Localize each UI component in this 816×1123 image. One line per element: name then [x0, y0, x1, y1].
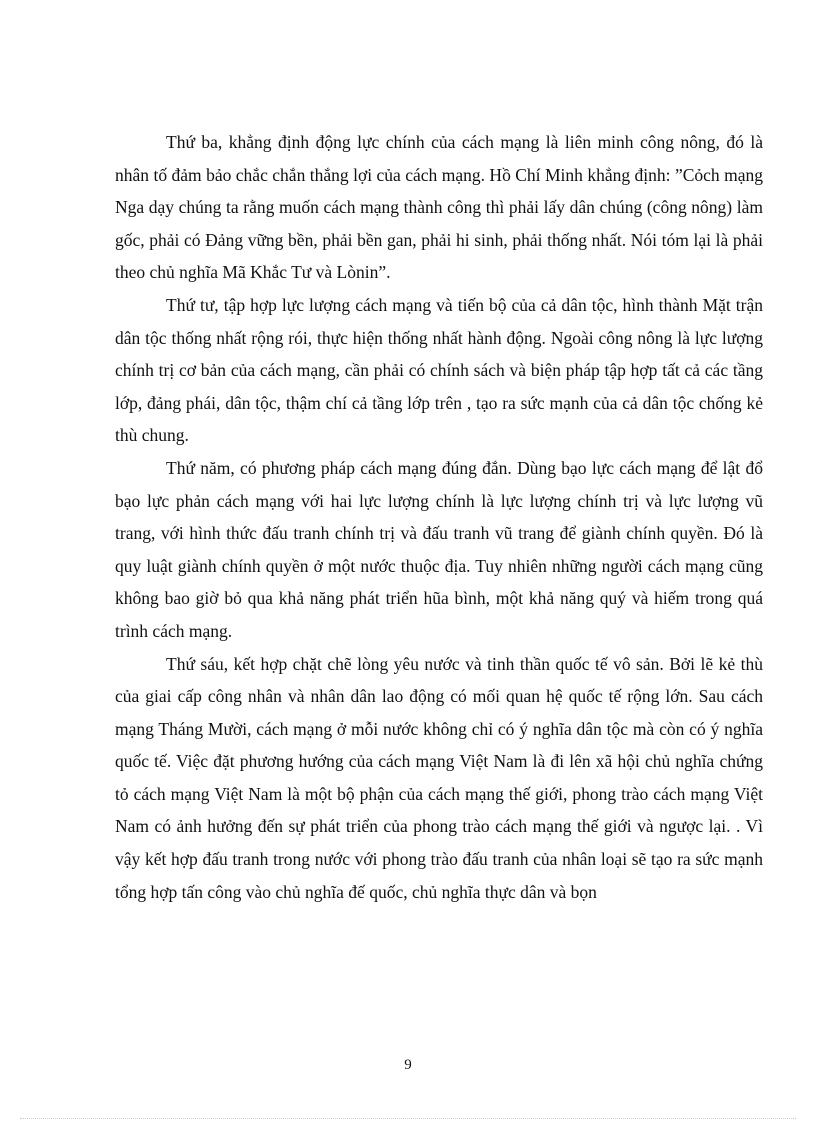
paragraph-thu-nam: Thứ năm, có phương pháp cách mạng đúng đắn. Dùng bạo lực cách mạng để lật đổ bạo lực phản cách mạng với hai lực lượng chính là lực lượng chính trị và lực lượng vũ trang, với hình thức đấu tranh chính trị và đấu tranh vũ trang để giành chính quyền. Đó là quy luật giành chính quyền ở một nước thuộc địa. Tuy nhiên những người cách mạng cũng không bao giờ bỏ qua khả năng phát triển hũa bình, một khả năng quý và hiếm trong quá trình cách mạng. — [115, 457, 763, 641]
body-text — [115, 126, 763, 908]
paragraph-thu-ba: Thứ ba, khẳng định động lực chính của cách mạng là liên minh công nông, đó là nhân tố đảm bảo chắc chắn thắng lợi của cách mạng. Hồ Chí Minh khẳng định: ”Cỏch mạng Nga dạy chúng ta rằng muốn cách mạng thành công thì phải lấy dân chúng (công nông) làm gốc, phải có Đảng vững bền, phải bền gan, phải hi sinh, phải thống nhất. Nói tóm lại là phải theo chủ nghĩa Mã Khắc Tư và Lònin”. — [115, 132, 763, 283]
paragraph-thu-tu: Thứ tư, tập hợp lực lượng cách mạng và tiến bộ của cả dân tộc, hình thành Mặt trận dân tộc thống nhất rộng rói, thực hiện thống nhất hành động. Ngoài công nông là lực lượng chính trị cơ bản của cách mạng, cần phải có chính sách và biện pháp tập hợp tất cả các tầng lớp, đảng phái, dân tộc, thậm chí cả tầng lớp trên , tạo ra sức mạnh của cả dân tộc chống kẻ thù chung. — [115, 294, 763, 446]
paragraph-thu-sau: Thứ sáu, kết hợp chặt chẽ lòng yêu nước và tinh thần quốc tế vô sản. Bởi lẽ kẻ thù của giai cấp công nhân và nhân dân lao động có mối quan hệ quốc tế rộng lớn. Sau cách mạng Tháng Mười, cách mạng ở mỗi nước không chỉ có ý nghĩa dân tộc mà còn có ý nghĩa quốc tế. Việc đặt phương hướng của cách mạng Việt Nam là đi lên xã hội chủ nghĩa chứng tỏ cách mạng Việt Nam là một bộ phận của cách mạng thế giới, phong trào cách mạng Việt Nam có ảnh hưởng đến sự phát triển của phong trào cách mạng thế giới và ngược lại. . Vì vậy kết hợp đấu tranh trong nước với phong trào đấu tranh của nhân loại sẽ tạo ra sức mạnh tổng hợp tấn công vào chủ nghĩa đế quốc, chủ nghĩa thực dân và bọn — [115, 653, 763, 902]
page-number: 9 — [404, 1057, 412, 1073]
page-bottom-divider — [20, 1118, 796, 1119]
